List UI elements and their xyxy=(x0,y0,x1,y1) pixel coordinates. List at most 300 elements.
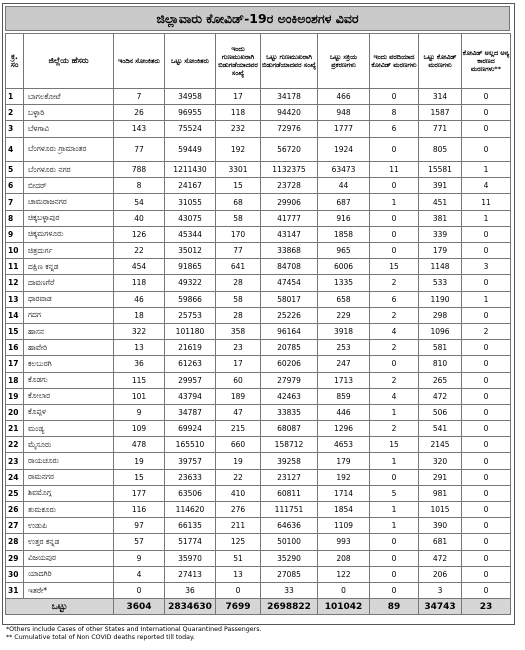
cell-total-discharged: 111751 xyxy=(261,502,318,518)
cell-total-discharged: 27085 xyxy=(261,566,318,582)
cell-today-deaths: 2 xyxy=(370,307,419,323)
cell-active-cases: 1109 xyxy=(318,518,370,534)
table-row xyxy=(6,307,511,323)
cell-sl-no: 17 xyxy=(6,356,24,372)
cell-non-covid-deaths: 0 xyxy=(462,356,511,372)
cell-district-name: ಉತ್ತರ ಕನ್ನಡ xyxy=(24,534,114,550)
cell-district-name: ಧಾರವಾಡ xyxy=(24,291,114,307)
cell-non-covid-deaths: 0 xyxy=(462,243,511,259)
cell-total-discharged: 158712 xyxy=(261,437,318,453)
cell-total-discharged: 64636 xyxy=(261,518,318,534)
cell-active-cases: 63473 xyxy=(318,162,370,178)
cell-total-deaths: 981 xyxy=(419,485,462,501)
cell-non-covid-deaths: 0 xyxy=(462,372,511,388)
cell-today-positive: 7 xyxy=(114,89,165,105)
cell-district-name: ರಾಮನಗರ xyxy=(24,469,114,485)
cell-today-discharged: 118 xyxy=(216,105,261,121)
table-row xyxy=(6,89,511,105)
cell-total-discharged: 23127 xyxy=(261,469,318,485)
cell-today-positive: 115 xyxy=(114,372,165,388)
cell-today-positive: 19 xyxy=(114,453,165,469)
cell-today-positive: 0 xyxy=(114,582,165,598)
cell-total-discharged: 33868 xyxy=(261,243,318,259)
cell-sl-no: 27 xyxy=(6,518,24,534)
cell-today-positive: 454 xyxy=(114,259,165,275)
cell-total-positive: 34787 xyxy=(165,404,216,420)
cell-non-covid-deaths: 0 xyxy=(462,275,511,291)
cell-today-deaths: 2 xyxy=(370,421,419,437)
cell-today-deaths: 15 xyxy=(370,259,419,275)
cell-today-deaths: 5 xyxy=(370,485,419,501)
cell-today-deaths: 0 xyxy=(370,137,419,162)
table-row xyxy=(6,469,511,485)
cell-sl-no: 24 xyxy=(6,469,24,485)
cell-total-discharged: 58017 xyxy=(261,291,318,307)
cell-sl-no: 30 xyxy=(6,566,24,582)
cell-total-discharged: 47454 xyxy=(261,275,318,291)
cell-today-discharged: 3301 xyxy=(216,162,261,178)
cell-active-cases: 0 xyxy=(318,582,370,598)
cell-total-deaths: 265 xyxy=(419,372,462,388)
table-row xyxy=(6,137,511,162)
cell-total-discharged: 27979 xyxy=(261,372,318,388)
cell-today-deaths: 2 xyxy=(370,275,419,291)
total-today-discharged: 7699 xyxy=(216,599,261,615)
cell-total-discharged: 42463 xyxy=(261,388,318,404)
cell-today-positive: 118 xyxy=(114,275,165,291)
table-row xyxy=(6,404,511,420)
cell-total-discharged: 39258 xyxy=(261,453,318,469)
table-row xyxy=(6,259,511,275)
cell-sl-no: 14 xyxy=(6,307,24,323)
cell-today-positive: 57 xyxy=(114,534,165,550)
report-title: ಜಿಲ್ಲಾವಾರು ಕೋವಿಡ್-19ರ ಅಂಕಿಅಂಶಗಳ ವಿವರ xyxy=(5,6,510,31)
cell-non-covid-deaths: 0 xyxy=(462,89,511,105)
cell-non-covid-deaths: 0 xyxy=(462,421,511,437)
cell-total-deaths: 771 xyxy=(419,121,462,137)
cell-sl-no: 13 xyxy=(6,291,24,307)
cell-non-covid-deaths: 1 xyxy=(462,162,511,178)
cell-district-name: ಬೆಂಗಳೂರು ಗ್ರಾಮಾಂತರ xyxy=(24,137,114,162)
cell-total-deaths: 179 xyxy=(419,243,462,259)
cell-total-deaths: 1148 xyxy=(419,259,462,275)
cell-total-discharged: 84708 xyxy=(261,259,318,275)
cell-total-deaths: 391 xyxy=(419,178,462,194)
cell-active-cases: 1335 xyxy=(318,275,370,291)
cell-today-deaths: 8 xyxy=(370,105,419,121)
cell-today-positive: 46 xyxy=(114,291,165,307)
cell-district-name: ಬೆಂಗಳೂರು ನಗರ xyxy=(24,162,114,178)
cell-total-positive: 1211430 xyxy=(165,162,216,178)
cell-today-deaths: 0 xyxy=(370,356,419,372)
cell-non-covid-deaths: 3 xyxy=(462,259,511,275)
cell-today-discharged: 189 xyxy=(216,388,261,404)
header-total-deaths: ಒಟ್ಟು ಕೋವಿಡ್ ಮರಣಗಳು xyxy=(419,34,462,89)
cell-district-name: ಬಾಗಲಕೋಟೆ xyxy=(24,89,114,105)
cell-active-cases: 466 xyxy=(318,89,370,105)
cell-today-deaths: 1 xyxy=(370,502,419,518)
cell-district-name: ಯಾದಗಿರಿ xyxy=(24,566,114,582)
table-row xyxy=(6,550,511,566)
cell-district-name: ಬೆಳಗಾವಿ xyxy=(24,121,114,137)
table-row xyxy=(6,340,511,356)
header-total-positive: ಒಟ್ಟು ಸೋಂಕಿತರು xyxy=(165,34,216,89)
cell-today-positive: 18 xyxy=(114,307,165,323)
cell-today-deaths: 0 xyxy=(370,582,419,598)
cell-total-positive: 69924 xyxy=(165,421,216,437)
cell-district-name: ಚಿತ್ರದುರ್ಗ xyxy=(24,243,114,259)
cell-district-name: ದಕ್ಷಿಣ ಕನ್ನಡ xyxy=(24,259,114,275)
cell-today-discharged: 77 xyxy=(216,243,261,259)
total-non-covid-deaths: 23 xyxy=(462,599,511,615)
cell-today-positive: 177 xyxy=(114,485,165,501)
cell-total-deaths: 533 xyxy=(419,275,462,291)
table-row xyxy=(6,105,511,121)
cell-today-positive: 101 xyxy=(114,388,165,404)
cell-non-covid-deaths: 1 xyxy=(462,210,511,226)
cell-total-deaths: 541 xyxy=(419,421,462,437)
cell-district-name: ಮಂಡ್ಯ xyxy=(24,421,114,437)
cell-total-positive: 49322 xyxy=(165,275,216,291)
cell-today-deaths: 1 xyxy=(370,518,419,534)
cell-district-name: ಗದಗ xyxy=(24,307,114,323)
cell-today-deaths: 2 xyxy=(370,372,419,388)
cell-active-cases: 247 xyxy=(318,356,370,372)
cell-today-deaths: 0 xyxy=(370,534,419,550)
cell-district-name: ಚಾಮರಾಜನಗರ xyxy=(24,194,114,210)
cell-total-positive: 24167 xyxy=(165,178,216,194)
cell-today-deaths: 1 xyxy=(370,194,419,210)
cell-today-discharged: 68 xyxy=(216,194,261,210)
cell-today-positive: 13 xyxy=(114,340,165,356)
header-district: ಜಿಲ್ಲೆಯ ಹೆಸರು xyxy=(24,34,114,89)
cell-today-discharged: 51 xyxy=(216,550,261,566)
cell-non-covid-deaths: 4 xyxy=(462,178,511,194)
cell-today-deaths: 0 xyxy=(370,469,419,485)
cell-non-covid-deaths: 0 xyxy=(462,226,511,242)
cell-total-deaths: 1587 xyxy=(419,105,462,121)
cell-total-positive: 165510 xyxy=(165,437,216,453)
cell-total-discharged: 35290 xyxy=(261,550,318,566)
cell-today-discharged: 125 xyxy=(216,534,261,550)
cell-total-positive: 59866 xyxy=(165,291,216,307)
table-row xyxy=(6,437,511,453)
cell-district-name: ಹಾವೇರಿ xyxy=(24,340,114,356)
cell-non-covid-deaths: 0 xyxy=(462,453,511,469)
cell-today-positive: 40 xyxy=(114,210,165,226)
cell-district-name: ತುಮಕೂರು xyxy=(24,502,114,518)
cell-non-covid-deaths: 1 xyxy=(462,291,511,307)
cell-district-name: ಹಾಸನ xyxy=(24,323,114,339)
cell-total-discharged: 56720 xyxy=(261,137,318,162)
table-row xyxy=(6,502,511,518)
cell-district-name: ಮೈಸೂರು xyxy=(24,437,114,453)
cell-total-positive: 35970 xyxy=(165,550,216,566)
cell-total-positive: 59449 xyxy=(165,137,216,162)
cell-sl-no: 3 xyxy=(6,121,24,137)
cell-non-covid-deaths: 0 xyxy=(462,437,511,453)
cell-non-covid-deaths: 0 xyxy=(462,485,511,501)
cell-active-cases: 965 xyxy=(318,243,370,259)
total-deaths: 34743 xyxy=(419,599,462,615)
cell-total-positive: 43794 xyxy=(165,388,216,404)
cell-today-discharged: 170 xyxy=(216,226,261,242)
cell-total-discharged: 23728 xyxy=(261,178,318,194)
cell-today-positive: 9 xyxy=(114,404,165,420)
cell-total-deaths: 581 xyxy=(419,340,462,356)
cell-today-discharged: 211 xyxy=(216,518,261,534)
cell-today-deaths: 0 xyxy=(370,226,419,242)
cell-non-covid-deaths: 2 xyxy=(462,323,511,339)
header-today-deaths: ಇಂದು ವರದಿಯಾದ ಕೋವಿಡ್ ಮರಣಗಳು xyxy=(370,34,419,89)
cell-today-discharged: 641 xyxy=(216,259,261,275)
cell-sl-no: 6 xyxy=(6,178,24,194)
cell-district-name: ಬೀದರ್ xyxy=(24,178,114,194)
cell-active-cases: 208 xyxy=(318,550,370,566)
cell-total-discharged: 60206 xyxy=(261,356,318,372)
cell-non-covid-deaths: 0 xyxy=(462,518,511,534)
cell-today-positive: 97 xyxy=(114,518,165,534)
cell-total-discharged: 29906 xyxy=(261,194,318,210)
cell-district-name: ದಾವಣಗೆರೆ xyxy=(24,275,114,291)
cell-total-discharged: 33 xyxy=(261,582,318,598)
cell-today-deaths: 0 xyxy=(370,178,419,194)
cell-active-cases: 916 xyxy=(318,210,370,226)
cell-total-deaths: 1096 xyxy=(419,323,462,339)
cell-non-covid-deaths: 0 xyxy=(462,121,511,137)
cell-active-cases: 6006 xyxy=(318,259,370,275)
cell-today-positive: 22 xyxy=(114,243,165,259)
cell-today-positive: 143 xyxy=(114,121,165,137)
cell-today-deaths: 6 xyxy=(370,121,419,137)
cell-today-discharged: 215 xyxy=(216,421,261,437)
cell-sl-no: 7 xyxy=(6,194,24,210)
cell-sl-no: 26 xyxy=(6,502,24,518)
cell-total-positive: 101180 xyxy=(165,323,216,339)
cell-total-deaths: 506 xyxy=(419,404,462,420)
cell-total-positive: 21619 xyxy=(165,340,216,356)
cell-total-discharged: 50100 xyxy=(261,534,318,550)
cell-total-deaths: 206 xyxy=(419,566,462,582)
cell-sl-no: 1 xyxy=(6,89,24,105)
cell-today-discharged: 22 xyxy=(216,469,261,485)
table-row xyxy=(6,194,511,210)
table-row xyxy=(6,356,511,372)
total-positive: 2834630 xyxy=(165,599,216,615)
cell-total-discharged: 20785 xyxy=(261,340,318,356)
cell-non-covid-deaths: 0 xyxy=(462,137,511,162)
total-today-deaths: 89 xyxy=(370,599,419,615)
cell-today-discharged: 58 xyxy=(216,291,261,307)
table-row xyxy=(6,453,511,469)
header-today-positive: ಇಂದಿನ ಸೋಂಕಿತರು xyxy=(114,34,165,89)
cell-district-name: ಬಳ್ಳಾರಿ xyxy=(24,105,114,121)
cell-total-positive: 114620 xyxy=(165,502,216,518)
cell-today-deaths: 0 xyxy=(370,550,419,566)
cell-total-positive: 43075 xyxy=(165,210,216,226)
table-row xyxy=(6,162,511,178)
cell-sl-no: 18 xyxy=(6,372,24,388)
table-row xyxy=(6,291,511,307)
cell-sl-no: 12 xyxy=(6,275,24,291)
cell-today-discharged: 17 xyxy=(216,356,261,372)
cell-today-deaths: 11 xyxy=(370,162,419,178)
cell-total-deaths: 451 xyxy=(419,194,462,210)
cell-sl-no: 21 xyxy=(6,421,24,437)
cell-district-name: ಕೊಪ್ಪಳ xyxy=(24,404,114,420)
table-row xyxy=(6,582,511,598)
footnotes xyxy=(6,626,516,642)
cell-today-discharged: 19 xyxy=(216,453,261,469)
district-statistics-table xyxy=(5,33,511,615)
cell-today-positive: 15 xyxy=(114,469,165,485)
cell-active-cases: 44 xyxy=(318,178,370,194)
table-body xyxy=(6,89,511,599)
cell-total-positive: 36 xyxy=(165,582,216,598)
cell-total-positive: 91865 xyxy=(165,259,216,275)
cell-sl-no: 28 xyxy=(6,534,24,550)
cell-total-discharged: 34178 xyxy=(261,89,318,105)
cell-active-cases: 4653 xyxy=(318,437,370,453)
table-row xyxy=(6,178,511,194)
cell-total-deaths: 472 xyxy=(419,388,462,404)
cell-district-name: ಕಲಬುರಗಿ xyxy=(24,356,114,372)
cell-today-positive: 109 xyxy=(114,421,165,437)
cell-total-deaths: 390 xyxy=(419,518,462,534)
cell-total-deaths: 681 xyxy=(419,534,462,550)
cell-total-positive: 96955 xyxy=(165,105,216,121)
footnote-others: *Others include Cases of other States and International Quarantined Passengers. xyxy=(6,626,262,633)
cell-today-discharged: 28 xyxy=(216,275,261,291)
cell-today-discharged: 276 xyxy=(216,502,261,518)
header-non-covid-deaths: ಕೋವಿಡ್ ಅಲ್ಲದ ಅನ್ಯ ಕಾರಣದ ಮರಣಗಳು** xyxy=(462,34,511,89)
cell-active-cases: 1854 xyxy=(318,502,370,518)
cell-today-positive: 26 xyxy=(114,105,165,121)
cell-active-cases: 658 xyxy=(318,291,370,307)
cell-sl-no: 10 xyxy=(6,243,24,259)
cell-today-discharged: 15 xyxy=(216,178,261,194)
cell-active-cases: 192 xyxy=(318,469,370,485)
table-row xyxy=(6,372,511,388)
cell-non-covid-deaths: 0 xyxy=(462,105,511,121)
cell-today-positive: 116 xyxy=(114,502,165,518)
cell-today-deaths: 4 xyxy=(370,323,419,339)
cell-today-discharged: 192 xyxy=(216,137,261,162)
cell-sl-no: 20 xyxy=(6,404,24,420)
total-discharged: 2698822 xyxy=(261,599,318,615)
cell-total-positive: 25753 xyxy=(165,307,216,323)
totals-row xyxy=(6,599,511,615)
cell-sl-no: 29 xyxy=(6,550,24,566)
cell-sl-no: 15 xyxy=(6,323,24,339)
cell-today-deaths: 1 xyxy=(370,453,419,469)
cell-total-deaths: 298 xyxy=(419,307,462,323)
cell-today-discharged: 0 xyxy=(216,582,261,598)
cell-non-covid-deaths: 0 xyxy=(462,550,511,566)
cell-active-cases: 687 xyxy=(318,194,370,210)
cell-total-deaths: 15581 xyxy=(419,162,462,178)
cell-today-deaths: 6 xyxy=(370,291,419,307)
cell-total-discharged: 94420 xyxy=(261,105,318,121)
table-row xyxy=(6,323,511,339)
cell-district-name: ವಿಜಯಪುರ xyxy=(24,550,114,566)
cell-today-deaths: 0 xyxy=(370,89,419,105)
cell-total-positive: 63506 xyxy=(165,485,216,501)
cell-total-discharged: 33835 xyxy=(261,404,318,420)
cell-active-cases: 446 xyxy=(318,404,370,420)
cell-total-positive: 27413 xyxy=(165,566,216,582)
cell-total-deaths: 805 xyxy=(419,137,462,162)
cell-active-cases: 1777 xyxy=(318,121,370,137)
cell-district-name: ರಾಯಚೂರು xyxy=(24,453,114,469)
cell-total-deaths: 2145 xyxy=(419,437,462,453)
cell-non-covid-deaths: 0 xyxy=(462,502,511,518)
total-active: 101042 xyxy=(318,599,370,615)
cell-total-deaths: 381 xyxy=(419,210,462,226)
cell-non-covid-deaths: 0 xyxy=(462,582,511,598)
cell-today-discharged: 47 xyxy=(216,404,261,420)
cell-active-cases: 1296 xyxy=(318,421,370,437)
cell-today-discharged: 358 xyxy=(216,323,261,339)
cell-active-cases: 1713 xyxy=(318,372,370,388)
cell-active-cases: 993 xyxy=(318,534,370,550)
cell-total-positive: 39757 xyxy=(165,453,216,469)
cell-non-covid-deaths: 0 xyxy=(462,534,511,550)
cell-sl-no: 16 xyxy=(6,340,24,356)
cell-non-covid-deaths: 0 xyxy=(462,307,511,323)
cell-total-deaths: 320 xyxy=(419,453,462,469)
header-total-discharged: ಒಟ್ಟು ಗುಣಮುಖರಾಗಿ ಬಿಡುಗಡೆಯಾದವರ ಸಂಖ್ಯೆ xyxy=(261,34,318,89)
cell-district-name: ಇತರೇ* xyxy=(24,582,114,598)
cell-non-covid-deaths: 11 xyxy=(462,194,511,210)
cell-active-cases: 253 xyxy=(318,340,370,356)
cell-today-discharged: 23 xyxy=(216,340,261,356)
cell-district-name: ಶಿವಮೊಗ್ಗ xyxy=(24,485,114,501)
cell-active-cases: 3918 xyxy=(318,323,370,339)
cell-total-discharged: 41777 xyxy=(261,210,318,226)
cell-today-deaths: 0 xyxy=(370,243,419,259)
cell-today-discharged: 17 xyxy=(216,89,261,105)
cell-active-cases: 1858 xyxy=(318,226,370,242)
cell-total-positive: 61263 xyxy=(165,356,216,372)
cell-active-cases: 859 xyxy=(318,388,370,404)
cell-total-discharged: 68087 xyxy=(261,421,318,437)
cell-total-deaths: 1015 xyxy=(419,502,462,518)
table-row xyxy=(6,121,511,137)
cell-total-positive: 35012 xyxy=(165,243,216,259)
cell-today-deaths: 4 xyxy=(370,388,419,404)
cell-non-covid-deaths: 0 xyxy=(462,566,511,582)
cell-active-cases: 1714 xyxy=(318,485,370,501)
cell-today-deaths: 0 xyxy=(370,566,419,582)
cell-total-discharged: 25226 xyxy=(261,307,318,323)
cell-sl-no: 11 xyxy=(6,259,24,275)
cell-total-positive: 51774 xyxy=(165,534,216,550)
cell-sl-no: 2 xyxy=(6,105,24,121)
cell-today-deaths: 0 xyxy=(370,210,419,226)
cell-today-discharged: 58 xyxy=(216,210,261,226)
cell-total-discharged: 60811 xyxy=(261,485,318,501)
cell-total-positive: 34958 xyxy=(165,89,216,105)
table-row xyxy=(6,518,511,534)
cell-today-discharged: 13 xyxy=(216,566,261,582)
cell-sl-no: 22 xyxy=(6,437,24,453)
cell-non-covid-deaths: 0 xyxy=(462,469,511,485)
cell-sl-no: 4 xyxy=(6,137,24,162)
cell-non-covid-deaths: 0 xyxy=(462,340,511,356)
cell-today-positive: 8 xyxy=(114,178,165,194)
cell-total-positive: 75524 xyxy=(165,121,216,137)
